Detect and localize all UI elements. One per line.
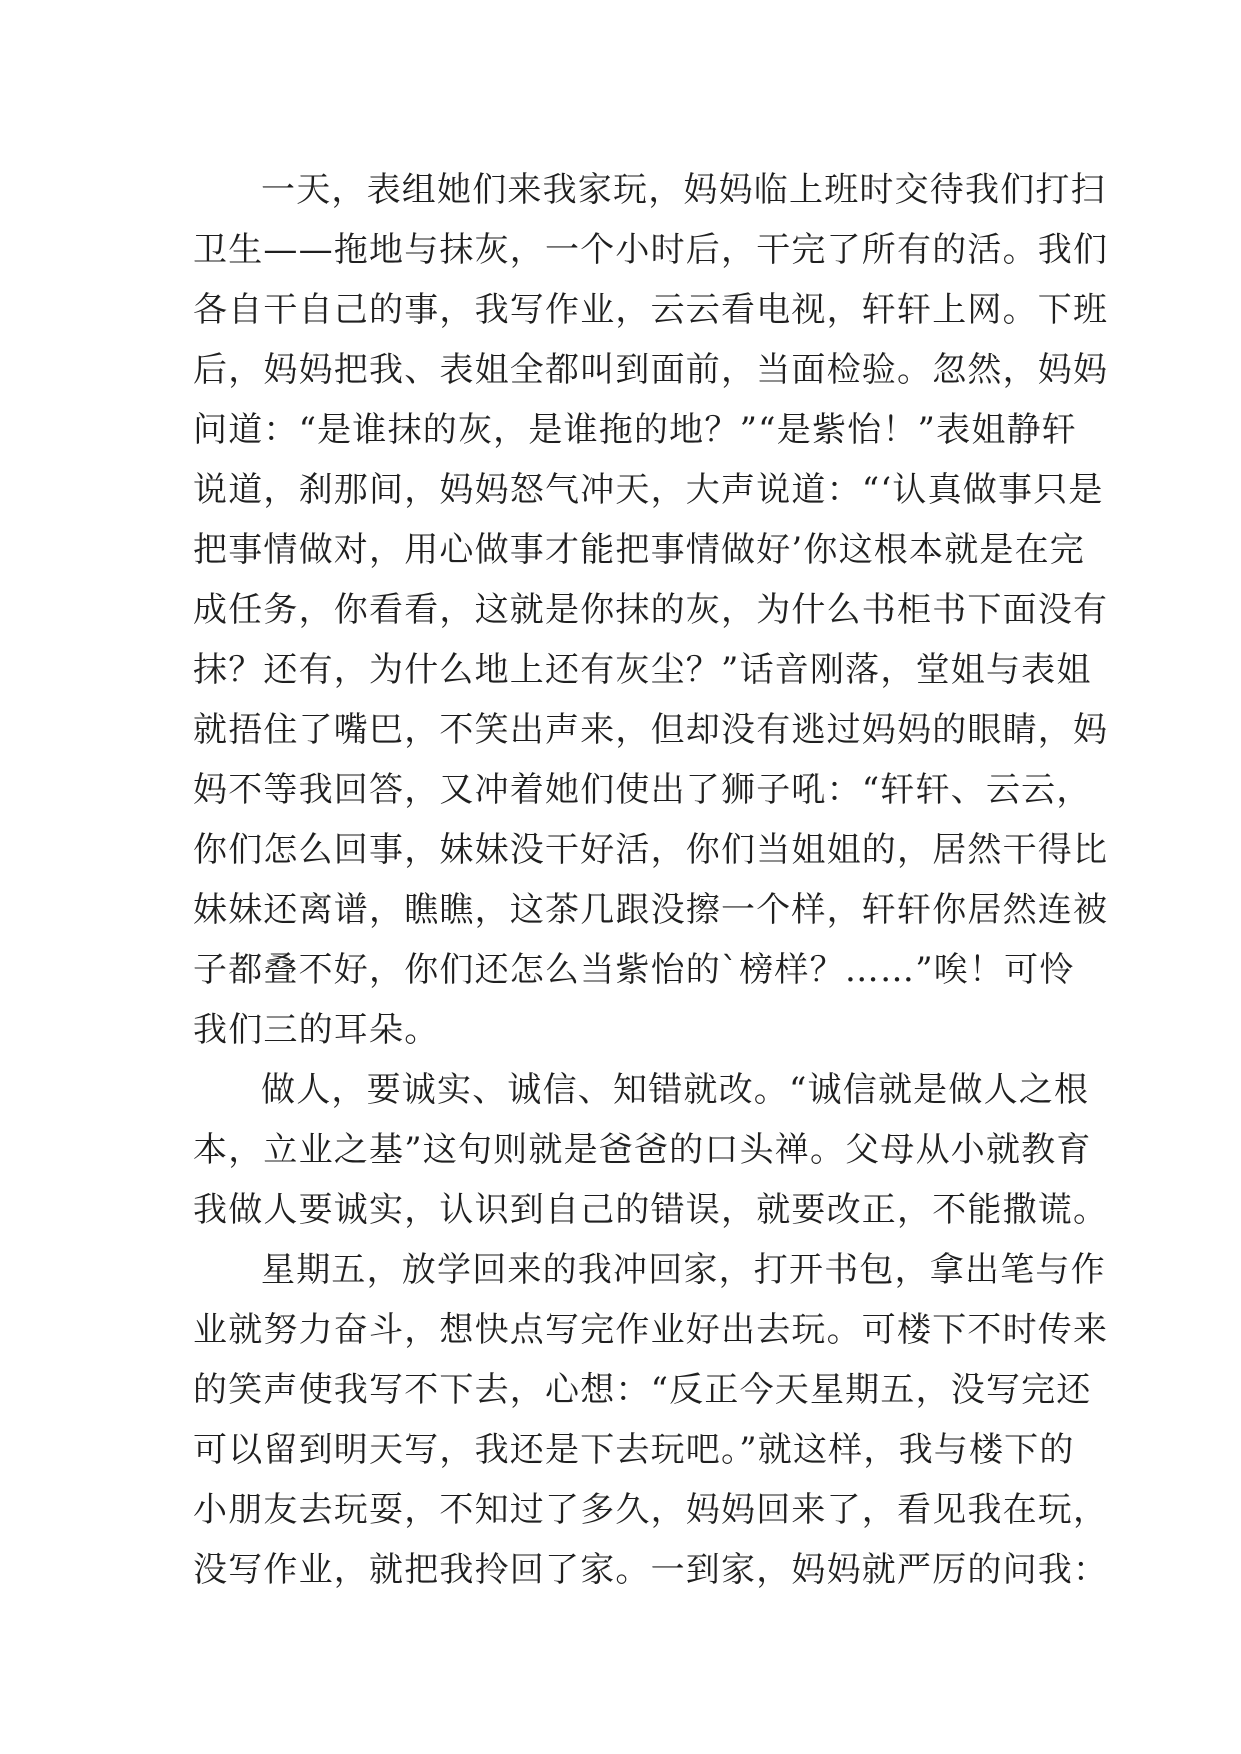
paragraph-line: 我做人要诚实，认识到自己的错误，就要改正，不能撒谎。 <box>193 1190 1109 1230</box>
article-body <box>193 160 1109 1600</box>
paragraph-line: 星期五，放学回来的我冲回家，打开书包，拿出笔与作 <box>261 1250 1106 1290</box>
paragraph-line: 子都叠不好，你们还怎么当紫怡的`榜样？……”唉！可怜 <box>193 950 1075 990</box>
paragraph-line: 本，立业之基”这句则就是爸爸的口头禅。父母从小就教育 <box>193 1130 1092 1170</box>
paragraph-line: 妈不等我回答，又冲着她们使出了狮子吼：“轩轩、云云， <box>193 770 1092 810</box>
paragraph-line: 各自干自己的事，我写作业，云云看电视，轩轩上网。下班 <box>193 290 1109 330</box>
paragraph-line: 后，妈妈把我、表姐全都叫到面前，当面检验。忽然，妈妈 <box>193 350 1109 390</box>
paragraph-line: 的笑声使我写不下去，心想：“反正今天星期五，没写完还 <box>193 1370 1092 1410</box>
paragraph-line: 没写作业，就把我拎回了家。一到家，妈妈就严厉的问我： <box>193 1550 1109 1590</box>
paragraph-line: 你们怎么回事，妹妹没干好活，你们当姐姐的，居然干得比 <box>193 830 1109 870</box>
paragraph-line: 就捂住了嘴巴，不笑出声来，但却没有逃过妈妈的眼睛，妈 <box>193 710 1109 750</box>
paragraph-line: 卫生——拖地与抹灰，一个小时后，干完了所有的活。我们 <box>193 230 1109 270</box>
paragraph-line: 我们三的耳朵。 <box>193 1010 440 1050</box>
paragraph-line: 成任务，你看看，这就是你抹的灰，为什么书柜书下面没有 <box>193 590 1109 630</box>
paragraph-line: 一天，表组她们来我家玩，妈妈临上班时交待我们打扫 <box>261 170 1106 210</box>
paragraph-line: 可以留到明天写，我还是下去玩吧。”就这样，我与楼下的 <box>193 1430 1075 1470</box>
paragraph-line: 业就努力奋斗，想快点写完作业好出去玩。可楼下不时传来 <box>193 1310 1109 1350</box>
paragraph-line: 小朋友去玩耍，不知过了多久，妈妈回来了，看见我在玩， <box>193 1490 1109 1530</box>
paragraph-line: 把事情做对，用心做事才能把事情做好’你这根本就是在完 <box>193 530 1086 570</box>
paragraph-line: 说道，刹那间，妈妈怒气冲天，大声说道：“‘认真做事只是 <box>193 470 1104 510</box>
paragraph-line: 妹妹还离谱，瞧瞧，这茶几跟没擦一个样，轩轩你居然连被 <box>193 890 1109 930</box>
paragraph-line: 抹？还有，为什么地上还有灰尘？”话音刚落，堂姐与表姐 <box>193 650 1092 690</box>
paragraph-line: 问道：“是谁抹的灰，是谁拖的地？”“是紫怡！”表姐静轩 <box>193 410 1077 450</box>
paragraph-line: 做人，要诚实、诚信、知错就改。“诚信就是做人之根 <box>261 1070 1090 1110</box>
